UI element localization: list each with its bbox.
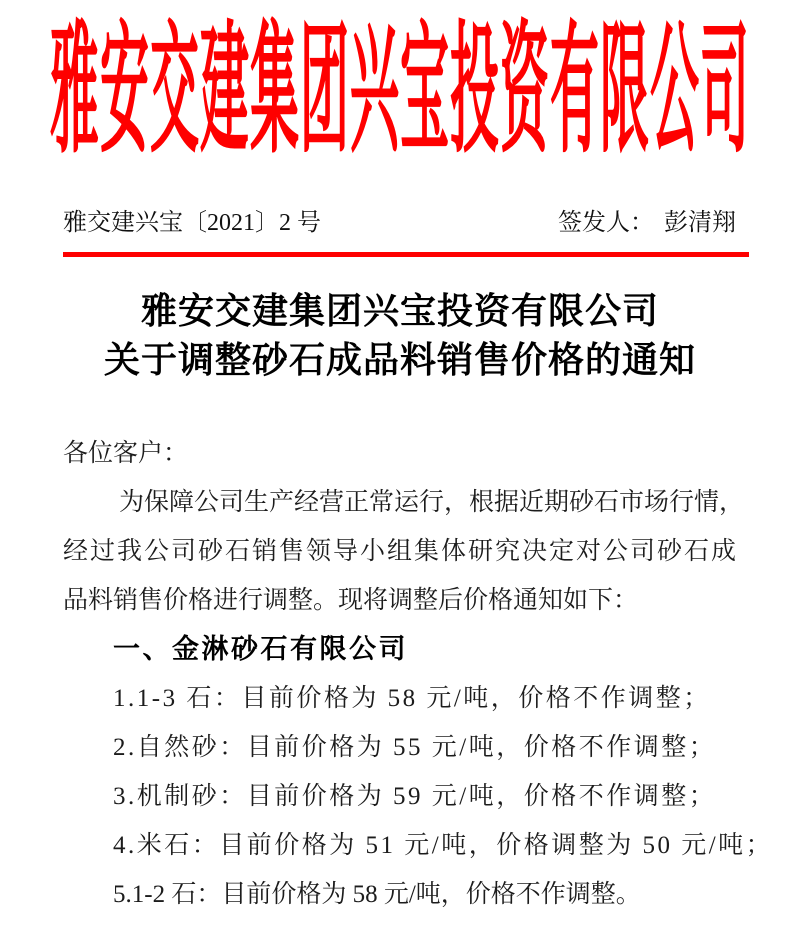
doc-meta-row (63, 206, 736, 240)
price-item: 3.机制砂：目前价格为 59 元/吨，价格不作调整； (113, 783, 717, 810)
price-item: 1.1-3 石：目前价格为 58 元/吨，价格不作调整； (113, 685, 711, 712)
paragraph-line: 为保障公司生产经营正常运行，根据近期砂石市场行情， (119, 489, 745, 516)
issuer-name: 彭清翔 (664, 210, 736, 236)
price-item: 4.米石：目前价格为 51 元/吨，价格调整为 50 元/吨； (113, 832, 774, 859)
letterhead-company-name: 雅安交建集团兴宝投资有限公司 (49, 11, 750, 171)
issuer-label: 签发人： (558, 210, 654, 236)
section-heading: 一、金淋砂石有限公司 (113, 634, 408, 664)
notice-title-line1: 雅安交建集团兴宝投资有限公司 (140, 291, 659, 331)
paragraph-line: 经过我公司砂石销售领导小组集体研究决定对公司砂石成 (63, 538, 739, 565)
paragraph-line: 品料销售价格进行调整。现将调整后价格通知如下： (63, 587, 639, 614)
doc-number: 雅交建兴宝〔2021〕2 号 (63, 210, 321, 236)
notice-body (63, 429, 774, 919)
issuer (558, 206, 736, 240)
red-separator-line (63, 252, 749, 257)
notice-title-line2: 关于调整砂石成品料销售价格的通知 (103, 340, 696, 380)
price-item: 2.自然砂：目前价格为 55 元/吨，价格不作调整； (113, 734, 717, 761)
price-item: 5.1-2 石：目前价格为 58 元/吨，价格不作调整。 (113, 881, 641, 908)
salutation: 各位客户： (63, 440, 189, 467)
notice-title (0, 287, 800, 385)
